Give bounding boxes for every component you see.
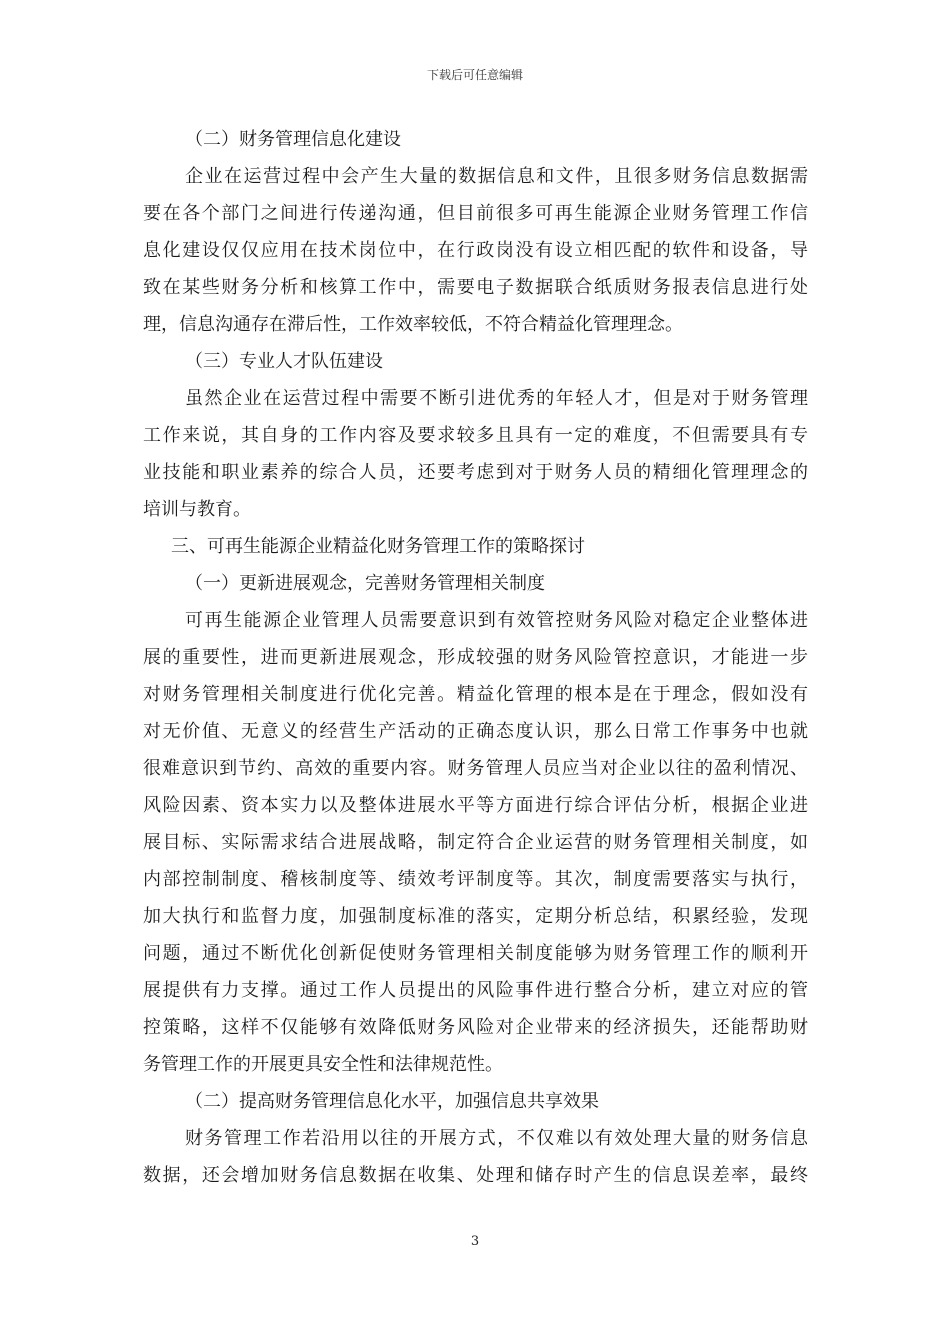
text-line: 对财务管理相关制度进行优化完善。精益化管理的根本是在于理念，假如没有 bbox=[143, 684, 808, 705]
text-line: 企业在运营过程中会产生大量的数据信息和文件，且很多财务信息数据需 bbox=[185, 166, 808, 187]
text-line: 内部控制制度、稽核制度等、绩效考评制度等。其次，制度需要落实与执行， bbox=[143, 869, 808, 890]
text-line: 工作来说，其自身的工作内容及要求较多且具有一定的难度，不但需要具有专 bbox=[143, 425, 808, 446]
text-line: 理，信息沟通存在滞后性，工作效率较低，不符合精益化管理理念。 bbox=[143, 314, 683, 335]
text-line: 数据，还会增加财务信息数据在收集、处理和储存时产生的信息误差率，最终 bbox=[143, 1165, 808, 1186]
text-line: 业技能和职业素养的综合人员，还要考虑到对于财务人员的精细化管理理念的 bbox=[143, 462, 808, 483]
text-line: 可再生能源企业管理人员需要意识到有效管控财务风险对稳定企业整体进 bbox=[185, 610, 808, 631]
text-line: 展提供有力支撑。通过工作人员提出的风险事件进行整合分析，建立对应的管 bbox=[143, 980, 808, 1001]
text-line: 息化建设仅仅应用在技术岗位中，在行政岗没有设立相匹配的软件和设备，导 bbox=[143, 240, 808, 261]
text-line: 对无价值、无意义的经营生产活动的正确态度认识，那么日常工作事务中也就 bbox=[143, 721, 808, 742]
text-line: 展目标、实际需求结合进展战略，制定符合企业运营的财务管理相关制度，如 bbox=[143, 832, 808, 853]
text-line: 三、可再生能源企业精益化财务管理工作的策略探讨 bbox=[171, 536, 585, 557]
text-line: 问题，通过不断优化创新促使财务管理相关制度能够为财务管理工作的顺利开 bbox=[143, 943, 808, 964]
page-header-note: 下载后可任意编辑 bbox=[426, 68, 523, 82]
text-line: 务管理工作的开展更具安全性和法律规范性。 bbox=[143, 1054, 503, 1075]
text-line: 加大执行和监督力度，加强制度标准的落实，定期分析总结，积累经验，发现 bbox=[143, 906, 808, 927]
page-number: 3 bbox=[470, 1234, 480, 1249]
text-line: 虽然企业在运营过程中需要不断引进优秀的年轻人才，但是对于财务管理 bbox=[185, 388, 808, 409]
text-line: （三）专业人才队伍建设 bbox=[185, 351, 383, 372]
text-line: （二）提高财务管理信息化水平，加强信息共享效果 bbox=[185, 1091, 599, 1112]
text-line: 致在某些财务分析和核算工作中，需要电子数据联合纸质财务报表信息进行处 bbox=[143, 277, 808, 298]
text-line: 很难意识到节约、高效的重要内容。财务管理人员应当对企业以往的盈利情况、 bbox=[143, 758, 808, 779]
text-line: 要在各个部门之间进行传递沟通，但目前很多可再生能源企业财务管理工作信 bbox=[143, 203, 808, 224]
text-line: 培训与教育。 bbox=[143, 499, 251, 520]
text-line: 控策略，这样不仅能够有效降低财务风险对企业带来的经济损失，还能帮助财 bbox=[143, 1017, 808, 1038]
text-line: 展的重要性，进而更新进展观念，形成较强的财务风险管控意识，才能进一步 bbox=[143, 647, 808, 668]
document-body bbox=[143, 121, 808, 1194]
text-line: 财务管理工作若沿用以往的开展方式，不仅难以有效处理大量的财务信息 bbox=[185, 1128, 808, 1149]
text-line: （一）更新进展观念，完善财务管理相关制度 bbox=[185, 573, 545, 594]
text-line: 风险因素、资本实力以及整体进展水平等方面进行综合评估分析，根据企业进 bbox=[143, 795, 808, 816]
text-line: （二）财务管理信息化建设 bbox=[185, 129, 401, 150]
